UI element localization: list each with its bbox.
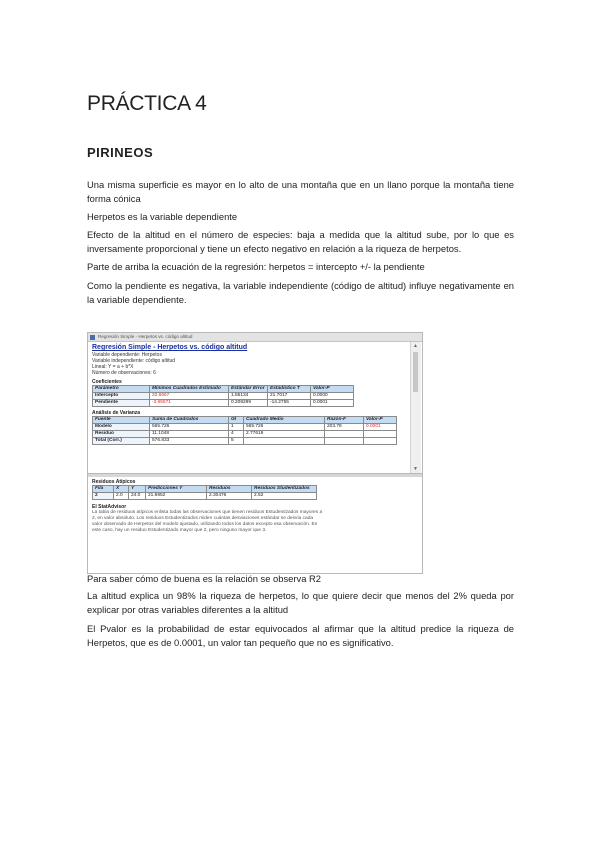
table-cell (244, 438, 325, 445)
statadvisor-heading: El StatAdvisor (92, 504, 127, 510)
paragraph-r2: Para saber cómo de buena es la relación se observa R2 (87, 573, 321, 584)
table-cell: 0.0001 (311, 400, 354, 407)
table-cell (364, 431, 397, 438)
paragraph-pendiente: Como la pendiente es negativa, la variable independiente (código de altitud) influye negativamente en la variable dependiente. (87, 280, 514, 305)
atypical-heading: Residuos Atípicos (92, 479, 136, 485)
paragraph-ecuacion: Parte de arriba la ecuación de la regresión: herpetos = intercepto +/- la pendiente (87, 261, 425, 272)
info-line: Número de observaciones: 6 (92, 370, 156, 376)
statgraphics-screenshot (87, 332, 423, 574)
table-row (93, 493, 317, 500)
vertical-scrollbar[interactable] (410, 342, 421, 473)
statadvisor-line: este caso, hay un residuo Estudentizado mayor que 2, pero ninguno mayor que 3. (92, 528, 267, 533)
info-line: Variable independiente: código altitud (92, 358, 176, 364)
scroll-up-icon[interactable]: ▲ (413, 343, 418, 349)
table-cell: Intercepto (93, 393, 150, 400)
table-cell: 0.0001 (364, 424, 397, 431)
table-cell: 24.0 (129, 493, 146, 500)
table-header: Cuadrado Medio (244, 417, 325, 424)
table-cell: 2.77619 (244, 431, 325, 438)
table-header: Fila (93, 486, 114, 493)
table-header: Suma de Cuadrados (150, 417, 229, 424)
table-cell: 2.0 (114, 493, 129, 500)
table-header: Fuente (93, 417, 150, 424)
table-cell: 1 (229, 424, 244, 431)
table-cell: 4 (229, 431, 244, 438)
table-header: Residuos (207, 486, 252, 493)
table-row (93, 438, 397, 445)
table-cell: 5 (229, 438, 244, 445)
table-cell: Residuo (93, 431, 150, 438)
report-pane-bottom[interactable] (89, 477, 419, 572)
anova-heading: Análisis de Varianza (92, 410, 141, 416)
table-row (93, 424, 397, 431)
report-pane-top[interactable] (89, 342, 409, 473)
info-line: Lineal: Y = a + b*X (92, 364, 134, 370)
table-header: Estándar Error (229, 386, 268, 393)
paragraph-variable-dependiente: Herpetos es la variable dependiente (87, 211, 238, 222)
table-header: Mínimos Cuadrados Estimado (150, 386, 229, 393)
table-cell: 33.6667 (150, 393, 229, 400)
table-cell: 565.726 (244, 424, 325, 431)
table-header: Razón-F (325, 417, 364, 424)
table-row (93, 393, 354, 400)
atypical-table (92, 485, 317, 500)
table-header: Estadístico T (268, 386, 311, 393)
coef-table (92, 385, 354, 407)
table-header: Valor-P (311, 386, 354, 393)
info-line: Variable dependiente: Herpetos (92, 352, 162, 358)
table-cell: 565.726 (150, 424, 229, 431)
paragraph-pvalor: El Pvalor es la probabilidad de estar equivocados al afirmar que la altitud predice la riqueza de Herpetos, que es de 0.0001, un valor tan pequeño que no es significativo. (87, 623, 514, 648)
table-cell (364, 438, 397, 445)
statadvisor-line: La tabla de residuos atípicos enlista todas las observaciones que tienen residuos Estudentizados mayores a (92, 510, 323, 515)
table-header: Gl (229, 417, 244, 424)
table-cell: 21.7017 (268, 393, 311, 400)
table-cell: Total (Corr.) (93, 438, 150, 445)
table-header: Residuos Studentizados (252, 486, 317, 493)
scrollbar-thumb[interactable] (413, 352, 418, 392)
window-title: Regresión Simple - Herpetos vs. código altitud (98, 334, 193, 339)
table-cell: 0.0000 (311, 393, 354, 400)
table-header: Parámetro (93, 386, 150, 393)
statadvisor-line: 2, en valor absoluto. Los residuos Estudentizados miden cuántas desviaciones estándar se desvía cada (92, 516, 314, 521)
table-cell: 2 (93, 493, 114, 500)
report-title: Regresión Simple - Herpetos vs. código altitud (92, 344, 248, 351)
table-cell: 576.833 (150, 438, 229, 445)
table-cell (325, 438, 364, 445)
table-cell: 0.208289 (229, 400, 268, 407)
table-cell: 21.6952 (146, 493, 207, 500)
scroll-down-icon[interactable]: ▼ (413, 466, 418, 472)
table-cell: Modelo (93, 424, 150, 431)
table-header: Valor-P (364, 417, 397, 424)
window-app-icon (90, 335, 95, 340)
statadvisor-line: valor observado de Herpetos del modelo ajustado, utilizando todos los datos excepto esa observación. En (92, 522, 318, 527)
table-row (93, 431, 397, 438)
table-header: Y (129, 486, 146, 493)
anova-table (92, 416, 397, 445)
table-cell: 11.1048 (150, 431, 229, 438)
page-title: PRÁCTICA 4 (87, 92, 207, 115)
table-cell: -14.2755 (268, 400, 311, 407)
table-cell: Pendiente (93, 400, 150, 407)
paragraph-efecto-altitud: Efecto de la altitud en el número de especies: baja a medida que la altitud sube, por lo que es inversamente proporcional y tiene un efecto negativo en relación a la riqueza de herpetos. (87, 229, 514, 254)
table-header: Predicciones Y (146, 486, 207, 493)
table-cell (325, 431, 364, 438)
paragraph-altitud-explica: La altitud explica un 98% la riqueza de herpetos, lo que quiere decir que menos del 2% queda por explicar por otras variables diferentes a la altitud (87, 590, 514, 615)
coef-heading: Coeficientes (92, 379, 122, 385)
table-cell: 1.55134 (229, 393, 268, 400)
table-cell: 2.30476 (207, 493, 252, 500)
paragraph-superficie: Una misma superficie es mayor en lo alto de una montaña que en un llano porque la montaña tiene forma cónica (87, 179, 514, 204)
window-titlebar (88, 333, 422, 342)
table-cell: 2.52 (252, 493, 317, 500)
table-cell: 203.78 (325, 424, 364, 431)
table-cell: -3.65571 (150, 400, 229, 407)
table-header: X (114, 486, 129, 493)
table-row (93, 400, 354, 407)
section-heading: PIRINEOS (87, 145, 154, 160)
